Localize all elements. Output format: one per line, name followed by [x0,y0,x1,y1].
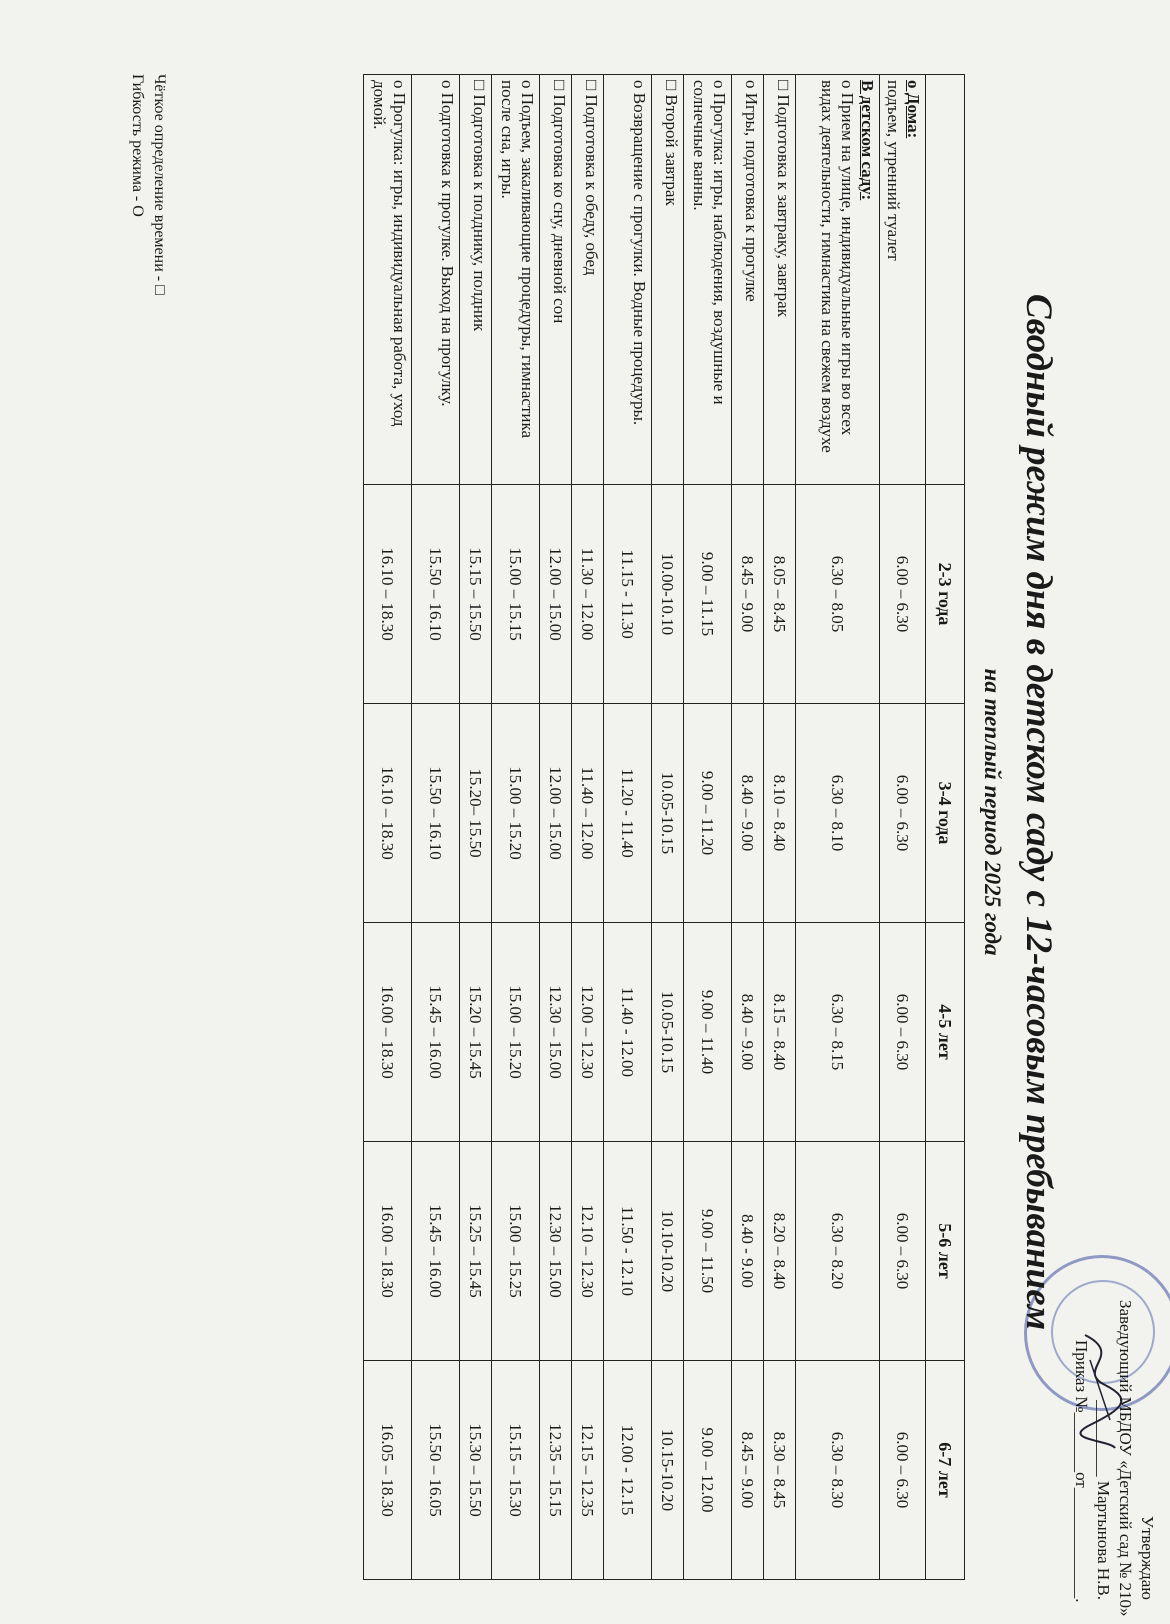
time-cell: 15.20– 15.50 [460,704,492,923]
time-cell: 12.00 – 15.00 [540,704,572,923]
time-cell: 11.15 - 11.30 [604,485,652,704]
activity-cell [796,75,880,485]
legend-flexible: Гибкость режима - О [129,74,146,217]
time-cell: 6.30 – 8.20 [796,1142,880,1361]
time-cell: 16.10 – 18.30 [364,485,412,704]
approval-line-4: Приказ №_______от_____________. [1072,1340,1091,1603]
time-cell: 12.35 – 15.15 [540,1361,572,1580]
table-row [540,75,572,1580]
table-row [412,75,460,1580]
schedule-table [363,74,965,1580]
time-cell: 15.45 – 16.00 [412,923,460,1142]
time-cell: 12.10 – 12.30 [572,1142,604,1361]
time-cell: 16.00 – 18.30 [364,923,412,1142]
time-cell: 11.40 - 12.00 [604,923,652,1142]
time-cell: 6.30 – 8.05 [796,485,880,704]
activity-label: В детском саду: [858,80,877,201]
activity-label: о Возвращение с прогулки. Водные процедуры. [630,80,649,426]
legend-fixed-time: Чёткое определение времени - □ [151,74,168,295]
time-cell: 6.30 – 8.30 [796,1361,880,1580]
time-cell: 15.00 – 15.20 [492,923,540,1142]
table-row [764,75,796,1580]
time-cell: 11.20 - 11.40 [604,704,652,923]
table-row [492,75,540,1580]
time-cell: 6.00 – 6.30 [880,1361,926,1580]
header-age-2-3: 2-3 года [926,485,965,704]
time-cell: 15.25 – 15.45 [460,1142,492,1361]
time-cell: 12.00 – 12.30 [572,923,604,1142]
activity-cell [540,75,572,485]
header-activity [926,75,965,485]
time-cell: 10.05-10.15 [652,704,684,923]
activity-detail: о Прием на улице, индивидуальные игры во всех видах деятельности, гимнастика на свежем воздухе [818,80,857,453]
table-row [572,75,604,1580]
time-cell: 8.45 – 9.00 [732,485,764,704]
time-cell: 9.00 – 11.40 [684,923,732,1142]
header-age-4-5: 4-5 лет [926,923,965,1142]
time-cell: 15.00 – 15.25 [492,1142,540,1361]
time-cell: 10.10-10.20 [652,1142,684,1361]
time-cell: 9.00 – 11.20 [684,704,732,923]
time-cell: 16.05 – 18.30 [364,1361,412,1580]
activity-label: о Игры, подготовка к прогулке [742,80,761,302]
table-row [652,75,684,1580]
activity-cell [460,75,492,485]
activity-label: о Дома: [904,80,923,139]
time-cell: 16.10 – 18.30 [364,704,412,923]
time-cell: 8.40 - 9.00 [732,1142,764,1361]
time-cell: 12.30 – 15.00 [540,923,572,1142]
time-cell: 15.30 – 15.50 [460,1361,492,1580]
time-cell: 9.00 – 11.50 [684,1142,732,1361]
page-subtitle: на теплый период 2025 года [980,668,1005,956]
time-cell: 10.00-10.10 [652,485,684,704]
activity-label: □ Подготовка к полднику, полдник [470,80,489,332]
table-row [364,75,412,1580]
time-cell: 6.00 – 6.30 [880,923,926,1142]
page-title: Сводный режим дня в детском саду с 12-часовым пребыванием [1018,293,1059,1331]
time-cell: 8.45 – 9.00 [732,1361,764,1580]
time-cell: 8.15 – 8.40 [764,923,796,1142]
table-row [880,75,926,1580]
activity-cell [732,75,764,485]
time-cell: 12.30 – 15.00 [540,1142,572,1361]
time-cell: 15.00 – 15.20 [492,704,540,923]
table-row [604,75,652,1580]
table-row [684,75,732,1580]
table-row [732,75,764,1580]
time-cell: 12.00 - 12.15 [604,1361,652,1580]
time-cell: 8.05 – 8.45 [764,485,796,704]
activity-label: о Прогулка: игры, индивидуальная работа, уход домой. [370,80,409,427]
approval-block [1070,1300,1158,1617]
time-cell: 11.40 – 12.00 [572,704,604,923]
activity-cell [880,75,926,485]
activity-detail: подъем, утренний туалет [884,80,903,261]
time-cell: 8.20 – 8.40 [764,1142,796,1361]
time-cell: 15.50 – 16.10 [412,485,460,704]
time-cell: 6.30 – 8.15 [796,923,880,1142]
table-header-row [926,75,965,1580]
activity-label: о Прогулка: игры, наблюдения, воздушные и солнечные ванны. [690,80,729,405]
activity-label: о Подъем, закаливающие процедуры, гимнастика после сна, игры. [498,80,537,439]
legend [126,74,170,295]
time-cell: 8.40 – 9.00 [732,704,764,923]
activity-cell [572,75,604,485]
table-row [796,75,880,1580]
activity-label: □ Подготовка к завтраку, завтрак [774,80,793,317]
time-cell: 15.15 – 15.50 [460,485,492,704]
activity-cell [652,75,684,485]
approval-line-2: Заведующий МБДОУ «Детский сад № 210» [1116,1300,1135,1617]
time-cell: 15.45 – 16.00 [412,1142,460,1361]
time-cell: 8.40 – 9.00 [732,923,764,1142]
activity-label: □ Подготовка ко сну, дневной сон [550,80,569,324]
time-cell: 9.00 – 11.15 [684,485,732,704]
time-cell: 6.00 – 6.30 [880,704,926,923]
activity-cell [364,75,412,485]
activity-cell [492,75,540,485]
time-cell: 11.30 – 12.00 [572,485,604,704]
time-cell: 15.50 – 16.05 [412,1361,460,1580]
time-cell: 15.00 – 15.15 [492,485,540,704]
time-cell: 12.00 – 15.00 [540,485,572,704]
time-cell: 11.50 - 12.10 [604,1142,652,1361]
time-cell: 10.15-10.20 [652,1361,684,1580]
table-row [460,75,492,1580]
time-cell: 6.00 – 6.30 [880,485,926,704]
time-cell: 8.30 – 8.45 [764,1361,796,1580]
time-cell: 8.10 – 8.40 [764,704,796,923]
time-cell: 15.20 – 15.45 [460,923,492,1142]
time-cell: 12.15 – 12.35 [572,1361,604,1580]
header-age-3-4: 3-4 года [926,704,965,923]
time-cell: 16.00 – 18.30 [364,1142,412,1361]
activity-cell [412,75,460,485]
header-age-5-6: 5-6 лет [926,1142,965,1361]
activity-label: □ Второй завтрак [662,80,681,206]
approval-line-1: Утверждаю [1138,1515,1157,1600]
activity-cell [684,75,732,485]
approval-line-3: _________ Мартынова Н.В. [1094,1400,1113,1600]
activity-label: о Подготовка к прогулке. Выход на прогулку. [438,80,457,407]
activity-label: □ Подготовка к обеду, обед [582,80,601,276]
activity-cell [764,75,796,485]
time-cell: 6.00 – 6.30 [880,1142,926,1361]
time-cell: 10.05-10.15 [652,923,684,1142]
time-cell: 15.50 – 16.10 [412,704,460,923]
time-cell: 6.30 – 8.10 [796,704,880,923]
header-age-6-7: 6-7 лет [926,1361,965,1580]
time-cell: 9.00 – 12.00 [684,1361,732,1580]
activity-cell [604,75,652,485]
time-cell: 15.15 – 15.30 [492,1361,540,1580]
